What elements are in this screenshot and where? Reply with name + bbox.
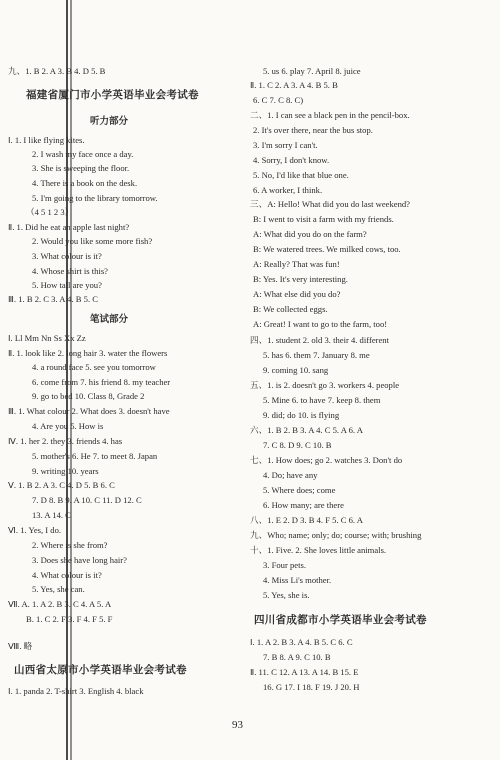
answer-line: 九、1. B 2. A 3. B 4. D 5. B <box>8 66 106 76</box>
answer-line: B: We collected eggs. <box>253 304 328 314</box>
answer-line: Ⅷ. 略 <box>8 641 33 651</box>
answer-line: 5. Where does; come <box>263 485 336 495</box>
section-heading: 福建省厦门市小学英语毕业会考试卷 <box>26 89 199 101</box>
answer-line: Ⅵ. 1. Yes, I do. <box>8 525 62 535</box>
answer-line: Ⅱ. 1. C 2. A 3. A 4. B 5. B <box>250 80 338 90</box>
answer-line: 4. a round face 5. see you tomorrow <box>32 362 156 372</box>
subsection-heading: 听力部分 <box>90 116 129 127</box>
answer-line: 4. Sorry, I don't know. <box>253 155 330 165</box>
answer-line: 五、1. is 2. doesn't go 3. workers 4. people <box>250 380 400 390</box>
subsection-heading: 笔试部分 <box>90 314 129 325</box>
answer-line: 4. Are you 5. How is <box>32 421 104 431</box>
answer-line: Ⅰ. 1. A 2. B 3. A 4. B 5. C 6. C <box>250 637 353 647</box>
answer-line: （4 5 1 2 3） <box>26 207 74 217</box>
answer-line: B: We watered trees. We milked cows, too. <box>253 244 401 254</box>
answer-line: 二、1. I can see a black pen in the pencil-box. <box>250 110 410 120</box>
answer-line: 5. Yes, she can. <box>32 584 85 594</box>
answer-line: 6. C 7. C 8. C) <box>253 95 304 105</box>
answer-line: A: What did you do on the farm? <box>253 229 367 239</box>
answer-line: Ⅰ. Ll Mm Nn Ss Xx Zz <box>8 333 86 343</box>
answer-line: 4. There is a book on the desk. <box>32 178 138 188</box>
answer-line: Ⅰ. 1. I like flying kites. <box>8 135 85 145</box>
answer-line: 2. Would you like some more fish? <box>32 236 153 246</box>
answer-line: 6. A worker, I think. <box>253 185 323 195</box>
answer-line: B: Yes. It's very interesting. <box>253 274 348 284</box>
answer-line: Ⅰ. 1. panda 2. T-shirt 3. English 4. black <box>8 686 144 696</box>
section-heading: 山西省太原市小学英语毕业会考试卷 <box>14 664 187 676</box>
answer-line: 5. I'm going to the library tomorrow. <box>32 193 158 203</box>
answer-line: Ⅳ. 1. her 2. they 3. friends 4. has <box>8 436 123 446</box>
answer-line: 3. What colour is it? <box>32 251 102 261</box>
answer-line: 4. What colour is it? <box>32 570 102 580</box>
answer-line: 7. B 8. A 9. C 10. B <box>263 652 331 662</box>
answer-line: A: Great! I want to go to the farm, too! <box>253 319 388 329</box>
answer-line: 6. come from 7. his friend 8. my teacher <box>32 377 171 387</box>
answer-line: 9. writing 10. years <box>32 466 99 476</box>
answer-line: B: I went to visit a farm with my friends. <box>253 214 394 224</box>
answer-line: 九、Who; name; only; do; course; with; brushing <box>250 530 422 540</box>
answer-line: 4. Miss Li's mother. <box>263 575 332 585</box>
answer-line: 2. Where is she from? <box>32 540 108 550</box>
answer-line: Ⅲ. 1. What colour 2. What does 3. doesn't have <box>8 406 170 416</box>
answer-line: Ⅴ. 1. B 2. A 3. C 4. D 5. B 6. C <box>8 480 115 490</box>
answer-line: Ⅱ. 1. look like 2. long hair 3. water the flowers <box>8 348 168 358</box>
answer-line: 4. Whose shirt is this? <box>32 266 108 276</box>
answer-line: 六、1. B 2. B 3. A 4. C 5. A 6. A <box>250 425 363 435</box>
answer-line: 5. How tall are you? <box>32 280 102 290</box>
answer-line: A: What else did you do? <box>253 289 341 299</box>
answer-line: 7. D 8. B 9. A 10. C 11. D 12. C <box>32 495 142 505</box>
answer-line: 5. us 6. play 7. April 8. juice <box>263 66 361 76</box>
answer-line: 9. go to bed 10. Class 8, Grade 2 <box>32 391 145 401</box>
answer-line: 6. How many; are there <box>263 500 344 510</box>
answer-line: A: Really? That was fun! <box>253 259 340 269</box>
answer-line: Ⅱ. 11. C 12. A 13. A 14. B 15. E <box>250 667 359 677</box>
answer-line: 3. Four pets. <box>263 560 306 570</box>
answer-line: 3. She is sweeping the floor. <box>32 163 130 173</box>
answer-line: 3. Does she have long hair? <box>32 555 127 565</box>
answer-line: 5. Yes, she is. <box>263 590 310 600</box>
answer-line: 7. C 8. D 9. C 10. B <box>263 440 332 450</box>
answer-line: B. 1. C 2. F 3. F 4. F 5. F <box>26 614 113 624</box>
answer-line: 5. mother's 6. He 7. to meet 8. Japan <box>32 451 158 461</box>
section-heading: 四川省成都市小学英语毕业会考试卷 <box>254 614 427 626</box>
answer-line: 十、1. Five. 2. She loves little animals. <box>250 545 387 555</box>
page-number: 93 <box>232 719 243 731</box>
answer-line: 八、1. E 2. D 3. B 4. F 5. C 6. A <box>250 515 363 525</box>
answer-line: 13. A 14. C <box>32 510 71 520</box>
answer-line: 4. Do; have any <box>263 470 318 480</box>
answer-line: 三、A: Hello! What did you do last weekend? <box>250 199 410 209</box>
answer-line: 5. Mine 6. to have 7. keep 8. them <box>263 395 381 405</box>
answer-line: 四、1. student 2. old 3. their 4. different <box>250 335 389 345</box>
answer-line: 3. I'm sorry I can't. <box>253 140 318 150</box>
answer-line: Ⅲ. 1. B 2. C 3. A 4. B 5. C <box>8 294 98 304</box>
answer-line: Ⅶ. A. 1. A 2. B 3. C 4. A 5. A <box>8 599 112 609</box>
answer-line: 16. G 17. I 18. F 19. J 20. H <box>263 682 360 692</box>
answer-line: 5. No, I'd like that blue one. <box>253 170 349 180</box>
answer-line: 9. did; do 10. is flying <box>263 410 340 420</box>
answer-line: 5. has 6. them 7. January 8. me <box>263 350 370 360</box>
answer-line: 2. I wash my face once a day. <box>32 149 134 159</box>
answer-line: 七、1. How does; go 2. watches 3. Don't do <box>250 455 403 465</box>
answer-line: 2. It's over there, near the bus stop. <box>253 125 373 135</box>
answer-line: 9. coming 10. sang <box>263 365 329 375</box>
answer-line: Ⅱ. 1. Did he eat an apple last night? <box>8 222 130 232</box>
